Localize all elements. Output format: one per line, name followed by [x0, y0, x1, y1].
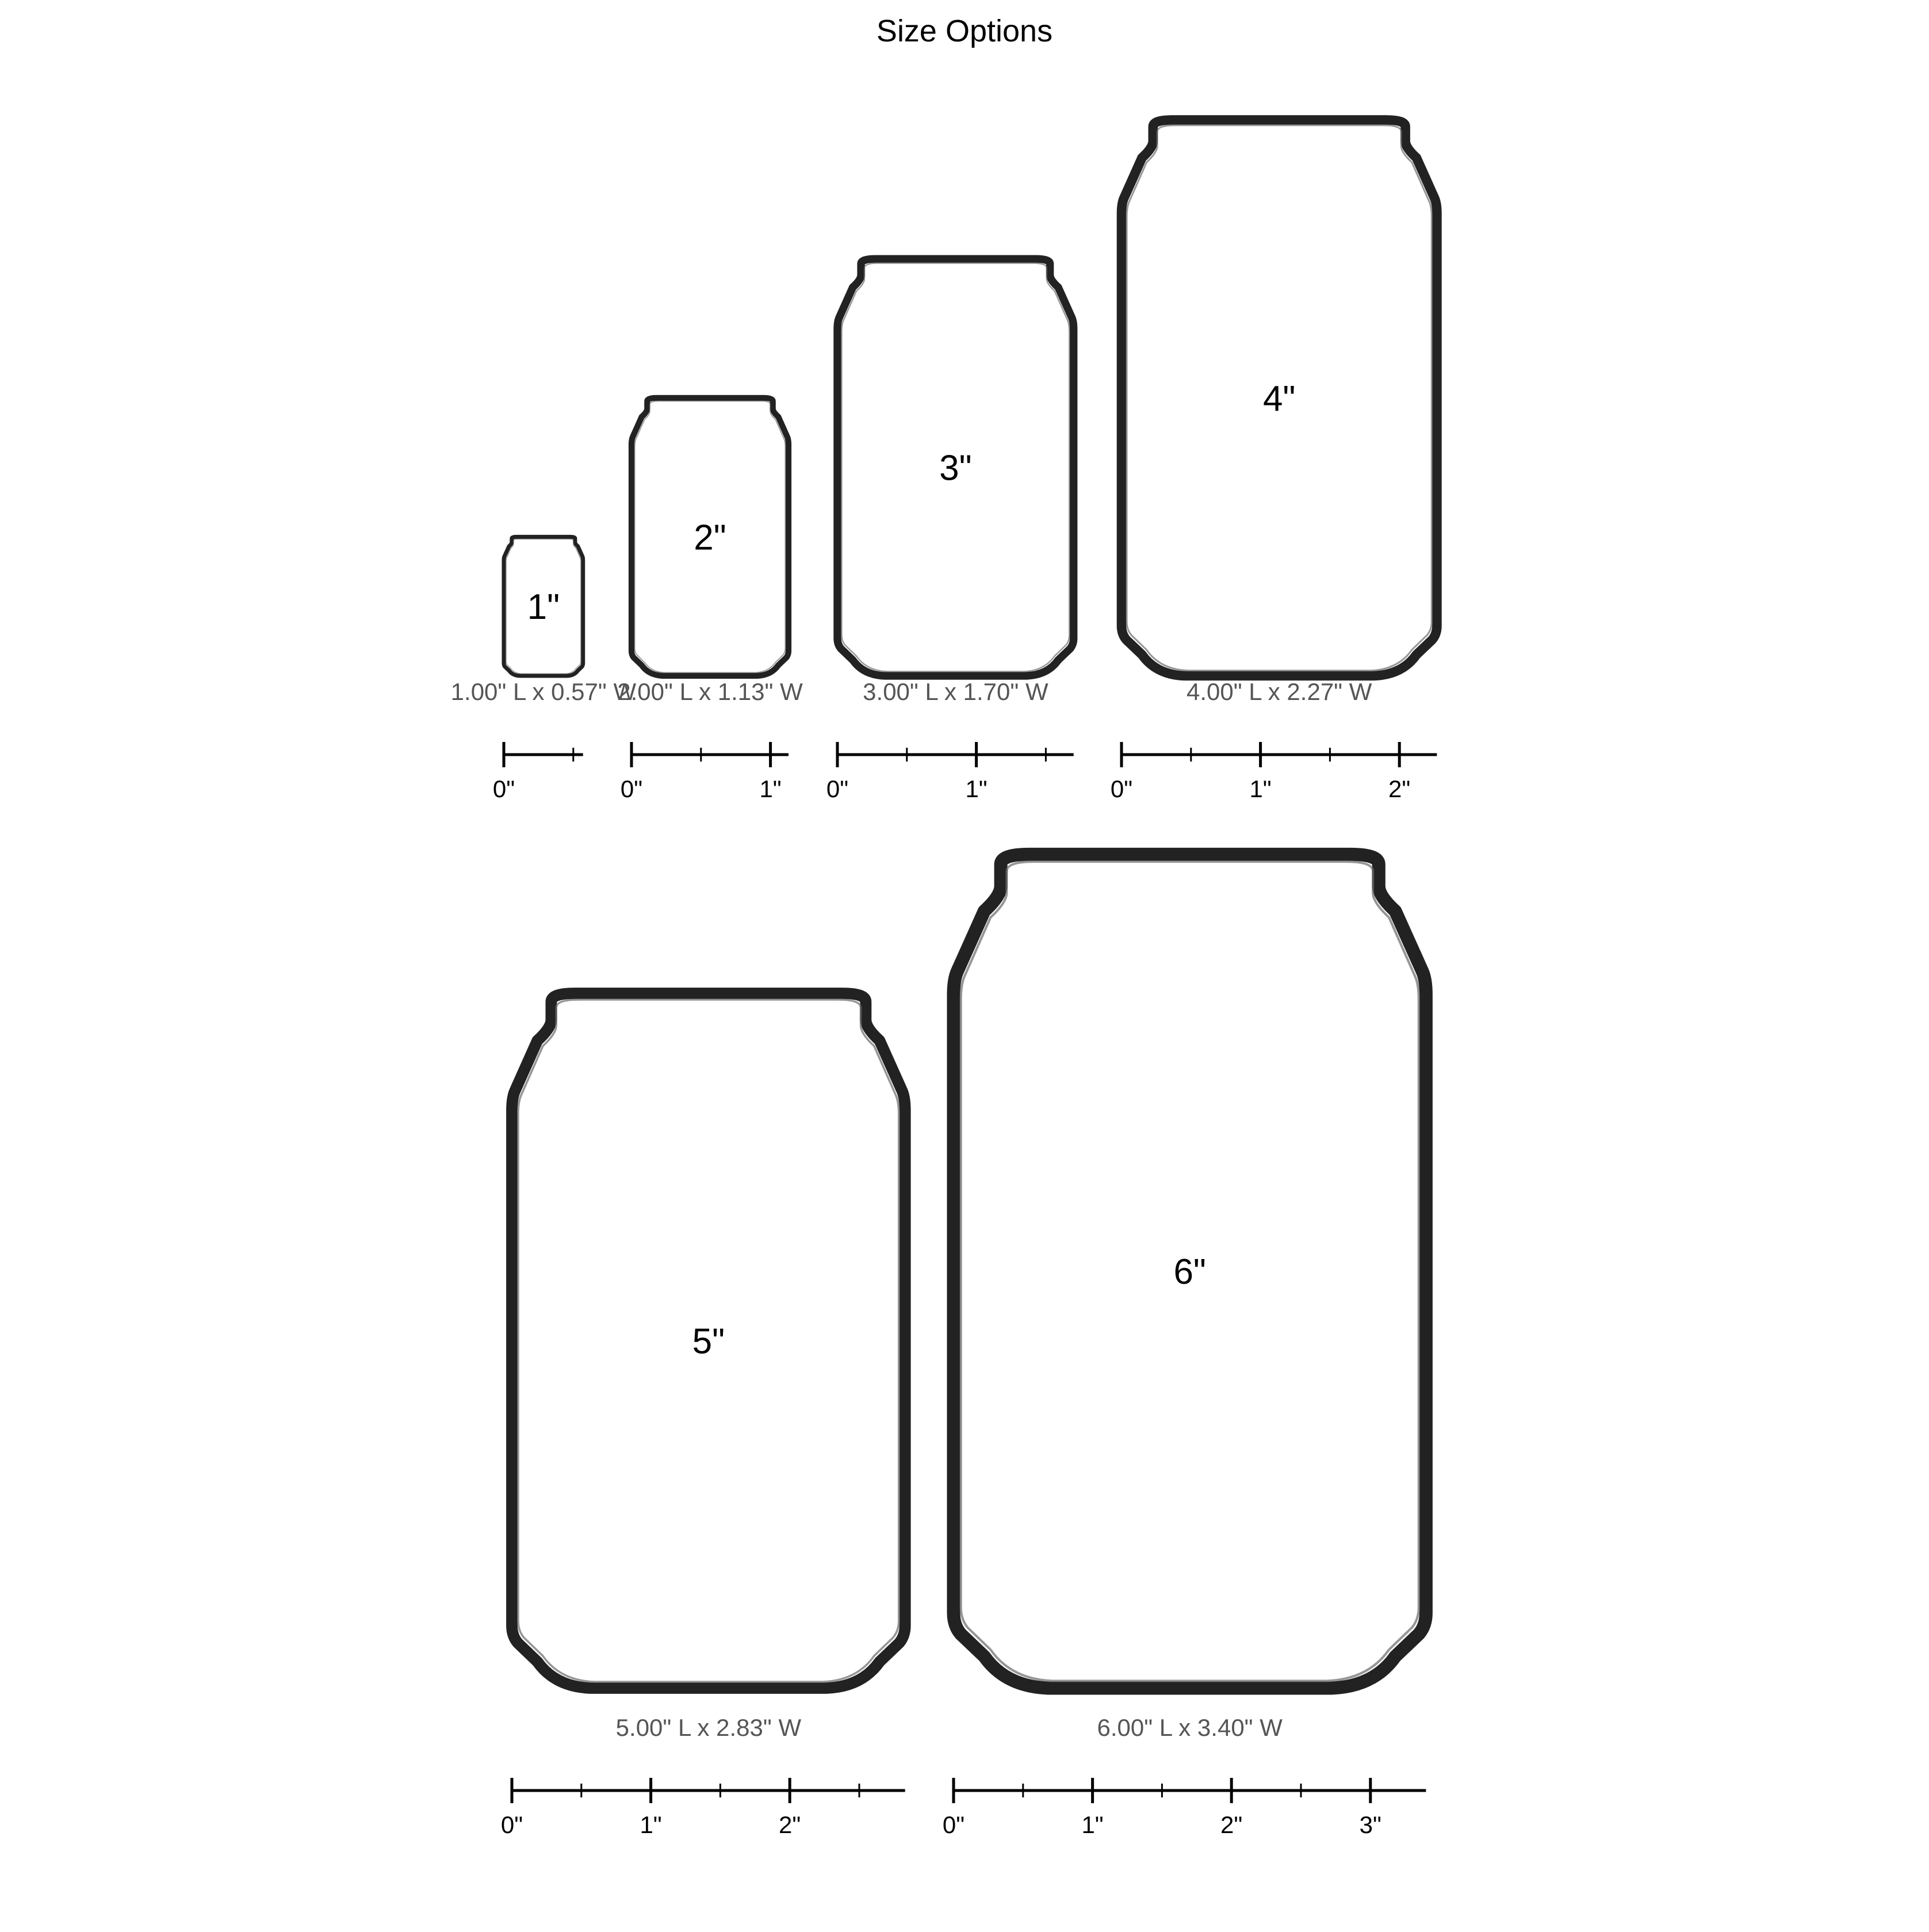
ruler	[501, 1778, 905, 1838]
size-option-4	[1111, 120, 1437, 802]
ruler-tick-label: 0"	[620, 775, 643, 802]
size-label: 3"	[939, 448, 972, 488]
ruler	[493, 742, 583, 802]
size-label: 2"	[694, 518, 726, 558]
ruler-tick-label: 3"	[1359, 1811, 1381, 1838]
ruler-tick-label: 2"	[1220, 1811, 1243, 1838]
ruler-tick-label: 1"	[1081, 1811, 1104, 1838]
ruler-tick-label: 0"	[1110, 775, 1133, 802]
ruler	[1111, 742, 1437, 802]
dimension-text: 6.00" L x 3.40" W	[1097, 1714, 1283, 1741]
ruler-tick-label: 0"	[826, 775, 849, 802]
page-title: Size Options	[876, 14, 1053, 48]
dimension-text: 1.00" L x 0.57" W	[450, 678, 637, 705]
size-label: 6"	[1173, 1252, 1206, 1292]
size-label: 1"	[527, 587, 560, 628]
size-option-6	[943, 854, 1426, 1838]
ruler-tick-label: 1"	[965, 775, 988, 802]
ruler-tick-label: 0"	[492, 775, 515, 802]
ruler-tick-label: 0"	[500, 1811, 523, 1838]
ruler-tick-label: 1"	[640, 1811, 662, 1838]
size-option-2	[617, 398, 803, 802]
size-option-5	[501, 993, 905, 1838]
size-option-3	[826, 259, 1074, 802]
size-option-1	[451, 537, 637, 802]
size-label: 4"	[1262, 378, 1296, 419]
ruler	[621, 742, 789, 802]
ruler	[943, 1778, 1426, 1838]
ruler-tick-label: 1"	[759, 775, 782, 802]
ruler-tick-label: 0"	[942, 1811, 965, 1838]
ruler-tick-label: 2"	[1388, 775, 1411, 802]
ruler-tick-label: 2"	[779, 1811, 801, 1838]
dimension-text: 2.00" L x 1.13" W	[617, 678, 803, 705]
ruler-tick-label: 1"	[1249, 775, 1272, 802]
ruler	[826, 742, 1074, 802]
dimension-text: 4.00" L x 2.27" W	[1186, 678, 1372, 705]
dimension-text: 5.00" L x 2.83" W	[615, 1714, 802, 1741]
size-label: 5"	[692, 1322, 725, 1361]
dimension-text: 3.00" L x 1.70" W	[863, 678, 1048, 705]
